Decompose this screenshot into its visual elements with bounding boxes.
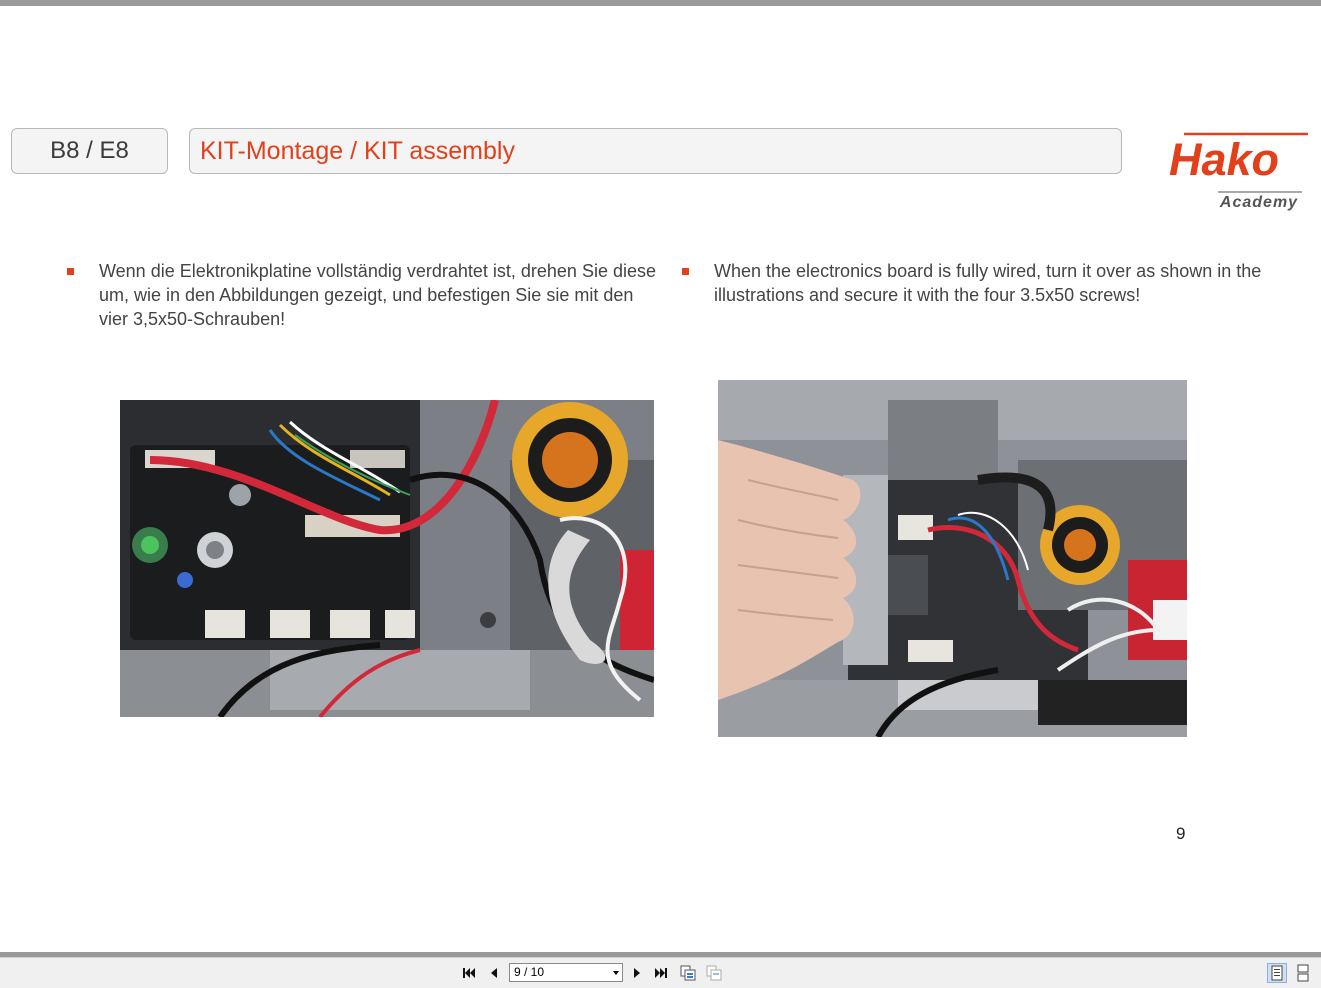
continuous-view-icon[interactable]	[1294, 964, 1312, 982]
page-indicator: 9 / 10	[514, 965, 545, 979]
bullet-marker	[682, 268, 689, 275]
logo-tagline: Academy	[1219, 194, 1299, 211]
hako-academy-logo	[1142, 128, 1310, 214]
page-selector[interactable]	[509, 963, 623, 982]
slide-title-text: KIT-Montage / KIT assembly	[200, 136, 515, 165]
viewer-toolbar	[0, 957, 1321, 988]
next-page-icon[interactable]	[628, 964, 646, 982]
photo-wired-board	[120, 400, 654, 717]
model-text: B8 / E8	[50, 137, 129, 164]
first-page-icon[interactable]	[460, 964, 478, 982]
logo-brand: Hako	[1168, 134, 1280, 185]
chevron-down-icon	[613, 971, 619, 975]
bullet-text: Wenn die Elektronikplatine vollständig verdrahtet ist, drehen Sie diese um, wie in den Abbildungen gezeigt, und befestigen Sie sie mit den vier 3,5x50-Schrauben!	[99, 261, 656, 329]
photo-mounting-board	[718, 380, 1187, 737]
bullet-german	[67, 259, 657, 334]
last-page-icon[interactable]	[652, 964, 670, 982]
model-label	[11, 128, 168, 174]
single-page-view-icon[interactable]	[1267, 963, 1287, 983]
bullet-english	[682, 259, 1282, 309]
copy-icon[interactable]	[679, 964, 697, 982]
slide-title	[189, 128, 1122, 174]
previous-page-icon[interactable]	[485, 964, 503, 982]
paste-icon[interactable]	[705, 964, 723, 982]
bullet-text: When the electronics board is fully wired, turn it over as shown in the illustrations and secure it with the four 3.5x50 screws!	[714, 261, 1262, 305]
page-number: 9	[1176, 824, 1186, 843]
bullet-marker	[67, 268, 74, 275]
